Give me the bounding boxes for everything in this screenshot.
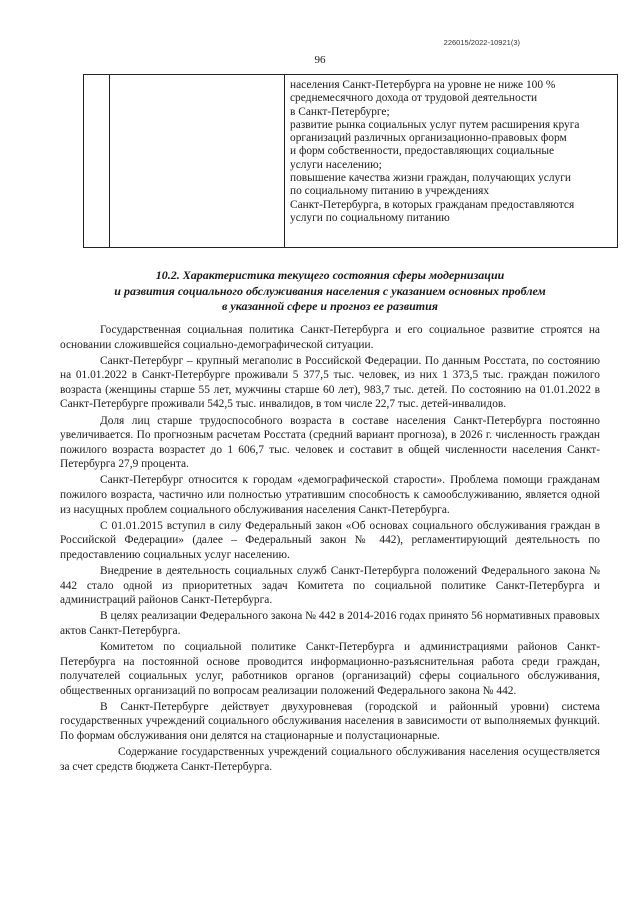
paragraph: С 01.01.2015 вступил в силу Федеральный закон «Об основах социального обслуживания граждан в Российской Федерации» (далее – Федеральный закон № 442), регламентирующий деятельность по предоставлению социальных услуг населению. [60, 519, 600, 561]
table-column-results [285, 75, 617, 247]
page-number: 96 [314, 54, 326, 66]
section-heading-line: в указанной сфере и прогноз ее развития [222, 299, 438, 313]
table-column-number [84, 75, 110, 247]
table-cell-line: повышение качества жизни граждан, получающих услуги [290, 172, 571, 185]
paragraph: Комитетом по социальной политике Санкт-Петербурга и администрациями районов Санкт-Петербурга на постоянной основе проводится информационно-разъяснительная работа среди граждан, получателей социальных услуг, работников органов (организаций) сферы социального обслуживания, общественных организаций по вопросам реализации положений Федерального закона № 442. [60, 640, 600, 697]
table-cell-line: населения Санкт-Петербурга на уровне не ниже 100 % [290, 79, 556, 91]
paragraph: В Санкт-Петербурге действует двухуровневая (городской и районный уровни) система государственных учреждений социального обслуживания населения в зависимости от выполняемых функций. По формам обслуживания они делятся на стационарные и полустационарные. [60, 700, 600, 743]
table-cell-line: Санкт-Петербурга, в которых гражданам предоставляются [290, 198, 575, 211]
table-cell-line: организаций различных организационно-правовых форм [290, 132, 567, 145]
section-heading [60, 268, 600, 315]
paragraph: Государственная социальная политика Санкт-Петербурга и его социальное развитие строятся на основании сложившейся социально-демографической ситуации. [60, 324, 600, 351]
table-cell-line: и форм собственности, предоставляющих социальные [290, 145, 555, 158]
paragraph: Доля лиц старше трудоспособного возраста в составе населения Санкт-Петербурга постоянно увеличивается. По прогнозным расчетам Росстата (средний вариант прогноза), в 2026 г. численность граждан пожилого возраста возрастет до 1 606,7 тыс. человек и составит в общей численности населения Санкт-Петербурга 27,9 процента. [60, 414, 600, 471]
paragraph: Санкт-Петербург – крупный мегаполис в Российской Федерации. По данным Росстата, по состоянию на 01.01.2022 в Санкт-Петербурге проживали 5 377,5 тыс. человек, из них 1 373,5 тыс. граждан пожилого возраста (женщины старше 55 лет, мужчины старше 60 лет), 983,7 тыс. детей. По состоянию на 01.01.2022 в Санкт-Петербурге проживали 542,5 тыс. инвалидов, в том числе 22,7 тыс. детей-инвалидов. [60, 354, 600, 411]
paragraph: В целях реализации Федерального закона № 442 в 2014-2016 годах принято 56 нормативных правовых актов Санкт-Петербурга. [60, 610, 600, 637]
table-cell-line: среднемесячного дохода от трудовой деятельности [290, 92, 538, 105]
table-column-name [110, 75, 285, 247]
table-cell-line: развитие рынка социальных услуг путем расширения круга [290, 118, 580, 131]
paragraph: Содержание государственных учреждений социального обслуживания населения осуществляется за счет средств бюджета Санкт-Петербурга. [60, 746, 600, 773]
table-cell-line: в Санкт-Петербурге; [290, 105, 390, 118]
document-number: 226015/2022-10921(3) [443, 38, 520, 47]
section-heading-line: и развития социального обслуживания населения с указанием основных проблем [114, 283, 546, 298]
paragraph: Внедрение в деятельность социальных служб Санкт-Петербурга положений Федерального закона № 442 стало одной из приоритетных задач Комитета по социальной политике Санкт-Петербурга и администраций районов Санкт-Петербурга. [60, 565, 600, 607]
continued-table [83, 74, 618, 248]
paragraph: Санкт-Петербург относится к городам «демографической старости». Проблема помощи гражданам пожилого возраста, частично или полностью утратившим способность к самообслуживанию, является одной из насущных проблем социального обслуживания населения Санкт-Петербурга. [60, 474, 600, 516]
table-cell-line: услуги населению; [290, 158, 382, 171]
body-text [60, 323, 600, 776]
table-cell-line: по социальному питанию в учреждениях [290, 185, 490, 198]
section-heading-line: 10.2. Характеристика текущего состояния сферы модернизации [155, 268, 505, 282]
table-cell-line: услуги по социальному питанию [290, 211, 450, 224]
